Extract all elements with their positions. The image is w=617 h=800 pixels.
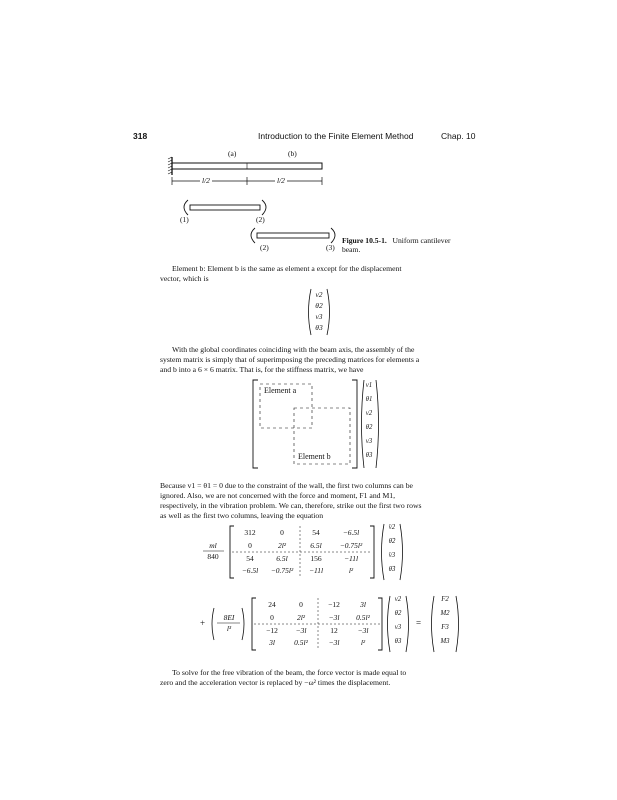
stiff-cell-44: l² [360, 638, 366, 647]
chapter-label: Chap. 10 [441, 131, 476, 141]
caption-text-2: beam. [342, 245, 361, 254]
stiff-cell-13: −12 [328, 600, 340, 609]
stiff-cell-32: −3l [295, 626, 307, 635]
mass-cell-43: −11l [308, 566, 324, 575]
para-element-b-2: vector, which is [160, 274, 209, 283]
stiff-cell-11: 24 [268, 600, 276, 609]
para-assembly-2: system matrix is simply that of superimposing the preceding matrices for elements a [160, 355, 420, 364]
para-element-b-1: Element b: Element b is the same as element a except for the displacement [172, 264, 402, 273]
stiff-coef-num: 8EI [223, 613, 235, 622]
element-b-text: Element b [298, 452, 331, 461]
mass-cell-34: −11l [343, 554, 359, 563]
mass-cell-24: −0.75l² [339, 541, 363, 550]
disp-theta3: θ3 [315, 323, 323, 332]
stiff-cell-34: −3l [357, 626, 369, 635]
assembly-theta2: θ2 [365, 424, 373, 431]
node-2-label-top: (2) [256, 215, 265, 224]
mass-cell-42: −0.75l² [270, 566, 294, 575]
stiff-cell-21: 0 [270, 613, 274, 622]
mass-vec-1: v̈2 [388, 524, 396, 531]
para-free-vibration-2: zero and the acceleration vector is replaced by −ω² times the displacement. [160, 678, 391, 687]
mass-cell-11: 312 [244, 528, 256, 537]
force-2: M2 [440, 610, 450, 617]
equals-sign: = [416, 618, 422, 628]
caption-number: Figure 10.5-1. [342, 236, 387, 245]
mass-cell-21: 0 [248, 541, 252, 550]
element-b-label: (b) [288, 149, 297, 158]
para-constraint-4: as well as the first two columns, leaving the equation [160, 511, 324, 520]
figure-caption [342, 236, 450, 254]
displacement-vector [305, 288, 335, 336]
element-a-block [264, 386, 296, 395]
assembly-theta1: θ1 [365, 396, 373, 403]
stiff-cell-33: 12 [330, 626, 338, 635]
mass-vec-3: v̈3 [388, 552, 396, 559]
mass-cell-31: 54 [246, 554, 254, 563]
assembly-matrix [250, 378, 380, 470]
stiff-cell-23: −3l [328, 613, 340, 622]
stiff-cell-12: 0 [299, 600, 303, 609]
stiff-cell-24: 0.5l² [356, 613, 370, 622]
caption-text-1: Uniform cantilever [392, 236, 451, 245]
node-3-label: (3) [326, 243, 335, 252]
stiff-cell-42: 0.5l² [294, 638, 308, 647]
stiff-vec-4: θ3 [394, 638, 402, 645]
stiff-vec-2: θ2 [394, 610, 402, 617]
mass-vec-4: θ̈3 [388, 566, 396, 573]
mass-coef-den: 840 [207, 552, 219, 561]
stiff-cell-22: 2l² [296, 613, 306, 622]
para-free-vibration-1: To solve for the free vibration of the beam, the force vector is made equal to [172, 668, 407, 677]
dimension-right: l/2 [277, 176, 285, 185]
assembly-v1: v1 [365, 382, 373, 389]
mass-cell-13: 54 [312, 528, 320, 537]
para-assembly-3: and b into a 6 × 6 matrix. That is, for the stiffness matrix, we have [160, 365, 364, 374]
assembly-v2: v2 [365, 410, 373, 417]
stiff-cell-41: 3l [269, 638, 275, 647]
para-constraint-3: respectively, in the vibration problem. We can, therefore, strike out the first two rows [160, 501, 422, 510]
node-1-label: (1) [180, 215, 189, 224]
stiff-coef-den: l³ [226, 624, 232, 633]
mass-cell-44: l² [348, 566, 354, 575]
para-constraint-1: Because v1 = θ1 = 0 due to the constraint of the wall, the first two columns can be [160, 481, 413, 490]
assembly-theta3: θ3 [365, 452, 373, 459]
mass-cell-41: −6.5l [241, 566, 259, 575]
mass-equation [200, 522, 410, 582]
stiff-cell-14: 3l [360, 600, 366, 609]
stiff-cell-43: −3l [328, 638, 340, 647]
page-number: 318 [133, 131, 148, 141]
mass-cell-22: 2l² [277, 541, 287, 550]
assembly-v3: v3 [365, 438, 373, 445]
mass-cell-12: 0 [280, 528, 284, 537]
stiff-vec-3: v3 [394, 624, 402, 631]
disp-v3: v3 [315, 312, 323, 321]
stiff-cell-31: −12 [266, 626, 278, 635]
force-4: M3 [440, 638, 450, 645]
element-a-label: (a) [228, 149, 237, 158]
mass-cell-32: 6.5l [276, 554, 288, 563]
force-1: F2 [441, 596, 449, 603]
node-2-label-bottom: (2) [260, 243, 269, 252]
disp-theta2: θ2 [315, 301, 323, 310]
mass-cell-14: −6.5l [342, 528, 360, 537]
running-title: Introduction to the Finite Element Method [258, 131, 414, 141]
element-a-text: Element a [264, 386, 297, 395]
disp-v2: v2 [315, 290, 323, 299]
mass-coef-num: ml [209, 541, 217, 550]
mass-cell-23: 6.5l [310, 541, 322, 550]
plus-sign: + [200, 618, 206, 628]
stiffness-equation [200, 594, 470, 654]
stiff-vec-1: v2 [394, 596, 402, 603]
para-assembly-1: With the global coordinates coinciding with the beam axis, the assembly of the [172, 345, 415, 354]
para-constraint-2: ignored. Also, we are not concerned with the force and moment, F1 and M1, [160, 491, 396, 500]
element-b-block [298, 452, 331, 461]
mass-vec-2: θ̈2 [388, 538, 396, 545]
mass-cell-33: 156 [310, 554, 322, 563]
dimension-left: l/2 [202, 176, 210, 185]
force-3: F3 [441, 624, 449, 631]
